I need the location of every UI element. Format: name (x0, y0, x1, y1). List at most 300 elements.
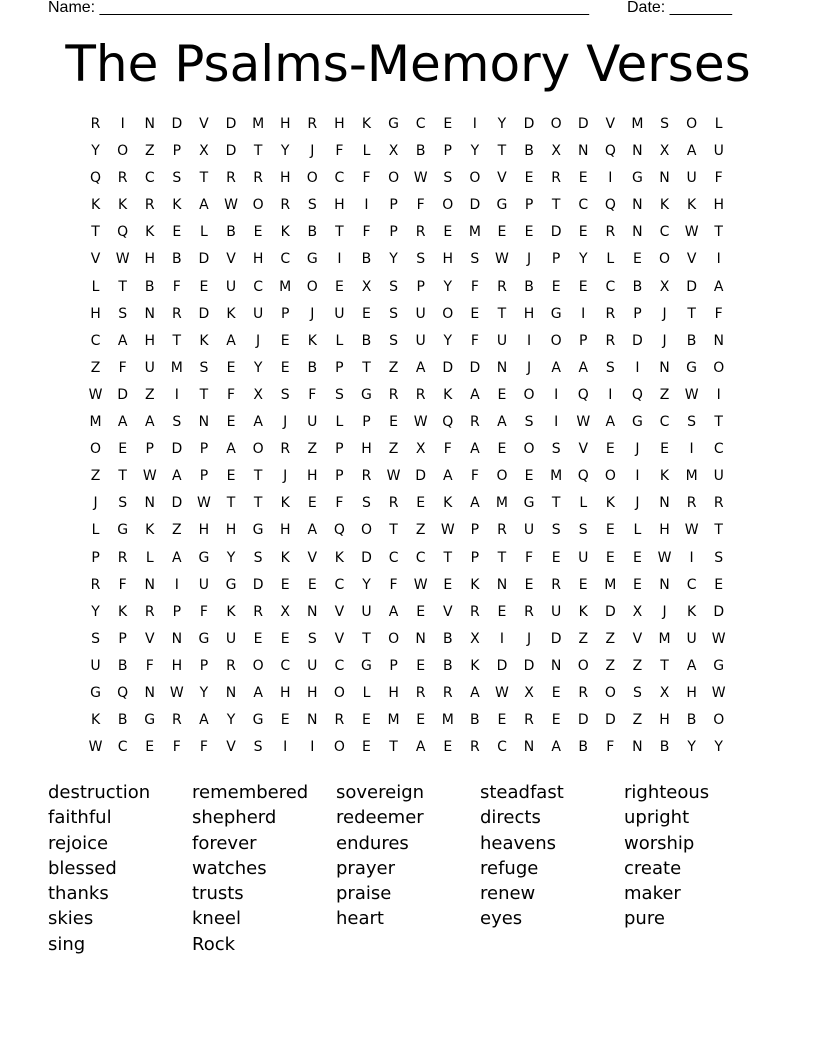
grid-letter: V (578, 441, 589, 458)
grid-letter: E (497, 712, 507, 729)
grid-letter: J (283, 468, 288, 485)
grid-letter: E (605, 549, 615, 566)
grid-letter: E (280, 576, 290, 593)
grid-letter: W (169, 684, 184, 701)
grid-letter: T (172, 332, 182, 349)
grid-letter: K (118, 197, 128, 214)
grid-letter: K (118, 603, 128, 620)
grid-letter: M (468, 224, 481, 241)
grid-letter: D (577, 116, 589, 132)
grid-letter: F (714, 170, 723, 187)
grid-letter: E (632, 576, 642, 593)
grid-letter: G (550, 305, 562, 322)
grid-letter: Z (144, 143, 155, 160)
date-field-label: Date: _______ (627, 0, 732, 16)
word-bank-item: trusts (192, 883, 244, 905)
grid-letter: E (280, 712, 290, 729)
grid-letter: Z (172, 522, 182, 539)
grid-letter: T (687, 305, 696, 322)
grid-letter: K (659, 468, 670, 485)
grid-letter: V (334, 603, 345, 620)
grid-letter: P (362, 414, 371, 431)
grid-letter: U (496, 332, 508, 349)
grid-letter: D (117, 386, 129, 403)
grid-letter: N (632, 224, 643, 241)
grid-letter: Q (604, 197, 616, 214)
grid-letter: X (361, 278, 372, 295)
grid-letter: M (658, 630, 671, 647)
grid-letter: F (470, 278, 479, 295)
grid-letter: W (711, 684, 726, 701)
grid-letter: U (523, 522, 535, 539)
grid-letter: I (635, 359, 640, 376)
grid-letter: W (711, 630, 726, 647)
grid-letter: N (144, 684, 155, 701)
grid-letter: D (686, 278, 697, 295)
grid-letter: H (279, 116, 291, 132)
grid-letter: C (497, 739, 507, 756)
grid-letter: S (253, 739, 263, 756)
word-bank-item: redeemer (336, 807, 424, 829)
grid-letter: A (199, 712, 209, 729)
grid-letter: W (386, 468, 401, 485)
grid-letter: P (280, 305, 290, 322)
grid-letter: K (90, 197, 101, 214)
grid-letter: F (443, 441, 452, 458)
grid-letter: K (226, 603, 236, 620)
grid-letter: C (659, 414, 670, 431)
grid-letter: T (199, 386, 209, 403)
grid-letter: E (605, 441, 615, 458)
grid-letter: I (174, 576, 179, 593)
grid-letter: H (144, 251, 155, 268)
grid-letter: R (253, 603, 263, 620)
grid-letter: T (497, 143, 507, 160)
grid-letter: K (280, 224, 290, 241)
grid-letter: K (687, 603, 697, 620)
grid-letter: U (307, 657, 318, 674)
grid-letter: W (576, 414, 591, 431)
grid-letter: Z (388, 441, 399, 458)
grid-letter: P (389, 197, 398, 214)
word-bank-item: sovereign (336, 782, 425, 803)
grid-letter: E (226, 359, 236, 376)
grid-letter: X (470, 630, 480, 647)
grid-letter: D (198, 251, 210, 268)
grid-letter: J (526, 251, 532, 268)
grid-letter: B (226, 224, 236, 241)
grid-letter: F (470, 468, 479, 485)
grid-letter: D (442, 359, 454, 376)
grid-letter: R (551, 170, 561, 187)
grid-letter: O (686, 116, 698, 132)
grid-letter: H (279, 170, 291, 187)
grid-letter: Q (117, 684, 129, 701)
grid-letter: E (416, 657, 426, 674)
grid-letter: H (279, 522, 291, 539)
grid-letter: N (225, 684, 237, 701)
word-bank-item: kneel (192, 908, 241, 930)
grid-letter: J (526, 359, 532, 376)
grid-letter: E (578, 576, 588, 593)
grid-letter: R (497, 278, 507, 295)
grid-letter: N (713, 332, 724, 349)
grid-letter: Y (91, 603, 100, 620)
grid-letter: D (523, 657, 535, 674)
grid-letter: V (334, 630, 345, 647)
grid-letter: Z (605, 657, 616, 674)
grid-letter: Z (632, 657, 643, 674)
grid-letter: J (310, 305, 315, 322)
grid-letter: M (685, 468, 698, 485)
grid-letter: K (199, 332, 209, 349)
grid-letter: R (90, 576, 101, 593)
word-bank-item: renew (480, 883, 536, 905)
grid-letter: R (253, 170, 263, 187)
grid-letter: W (440, 522, 455, 539)
grid-letter: D (171, 441, 183, 458)
grid-letter: H (713, 197, 724, 214)
grid-letter: G (198, 630, 210, 647)
grid-letter: O (306, 170, 318, 187)
grid-letter: K (470, 657, 480, 674)
grid-letter: Y (687, 739, 696, 756)
grid-letter: R (144, 197, 155, 214)
grid-letter: S (524, 414, 534, 431)
grid-letter: W (495, 684, 509, 701)
grid-letter: R (415, 684, 426, 701)
grid-letter: U (415, 332, 426, 349)
grid-letter: T (389, 739, 398, 756)
grid-letter: U (198, 576, 210, 593)
grid-letter: L (91, 522, 100, 539)
grid-letter: E (307, 495, 317, 512)
grid-letter: R (117, 549, 128, 566)
grid-letter: W (88, 386, 103, 403)
grid-letter: L (335, 332, 344, 349)
grid-letter: S (389, 332, 399, 349)
grid-letter: Z (90, 468, 101, 485)
grid-letter: I (120, 116, 125, 132)
grid-letter: E (524, 170, 534, 187)
grid-letter: E (416, 712, 426, 729)
grid-letter: Y (714, 739, 723, 756)
grid-letter: M (387, 712, 400, 729)
grid-letter: B (361, 332, 372, 349)
grid-letter: A (199, 197, 209, 214)
grid-letter: P (199, 441, 209, 458)
grid-letter: S (334, 386, 344, 403)
grid-letter: O (442, 197, 454, 214)
grid-letter: F (199, 739, 208, 756)
grid-letter: E (524, 468, 534, 485)
grid-letter: I (716, 386, 721, 403)
grid-letter: P (335, 359, 344, 376)
grid-letter: F (172, 278, 181, 295)
grid-letter: U (225, 630, 237, 647)
grid-letter: B (172, 251, 182, 268)
grid-letter: N (144, 116, 155, 132)
grid-letter: N (496, 576, 508, 593)
grid-letter: K (687, 197, 697, 214)
grid-letter: D (252, 576, 264, 593)
grid-letter: N (550, 657, 562, 674)
word-bank-item: upright (624, 807, 690, 829)
grid-letter: C (117, 739, 128, 756)
grid-letter: R (171, 712, 182, 729)
grid-letter: U (307, 414, 318, 431)
grid-letter: N (632, 143, 643, 160)
grid-letter: B (307, 359, 318, 376)
grid-letter: A (117, 332, 128, 349)
grid-letter: E (253, 630, 263, 647)
grid-letter: F (525, 549, 534, 566)
grid-letter: C (280, 657, 291, 674)
grid-letter: D (171, 495, 183, 512)
grid-letter: Z (632, 712, 643, 729)
grid-letter: N (659, 495, 670, 512)
grid-letter: R (117, 170, 128, 187)
grid-letter: V (144, 630, 155, 647)
grid-letter: F (199, 603, 208, 620)
grid-letter: B (307, 224, 318, 241)
grid-letter: E (362, 305, 371, 322)
grid-letter: N (659, 576, 670, 593)
grid-letter: S (605, 359, 615, 376)
grid-letter: T (551, 495, 561, 512)
grid-letter: P (118, 630, 127, 647)
grid-letter: S (389, 305, 399, 322)
word-bank-item: sing (48, 933, 86, 955)
grid-letter: C (90, 332, 101, 349)
grid-letter: F (362, 170, 371, 187)
grid-letter: I (283, 739, 288, 756)
grid-letter: T (443, 549, 453, 566)
grid-letter: J (662, 603, 667, 620)
grid-letter: X (524, 684, 534, 701)
grid-letter: A (713, 278, 724, 295)
grid-letter: W (657, 549, 672, 566)
grid-letter: W (224, 197, 238, 214)
grid-letter: F (362, 224, 371, 241)
grid-letter: K (145, 522, 155, 539)
grid-letter: O (90, 441, 102, 458)
grid-letter: E (172, 224, 182, 241)
grid-letter: R (686, 495, 697, 512)
grid-letter: R (497, 522, 507, 539)
grid-letter: Q (90, 170, 102, 187)
grid-letter: I (689, 441, 694, 458)
grid-letter: C (144, 170, 155, 187)
grid-letter: H (307, 468, 318, 485)
word-bank-empty-slot (336, 932, 480, 957)
letter-grid (82, 111, 742, 761)
grid-letter: D (496, 657, 508, 674)
grid-letter: P (470, 522, 480, 539)
grid-letter: O (442, 305, 454, 322)
grid-letter: R (469, 739, 480, 756)
grid-letter: P (389, 657, 398, 674)
grid-letter: Z (659, 386, 670, 403)
grid-letter: U (551, 603, 562, 620)
grid-letter: Z (307, 441, 318, 458)
grid-letter: O (117, 143, 129, 160)
grid-letter: E (280, 630, 290, 647)
grid-letter: H (388, 684, 399, 701)
grid-letter: I (364, 197, 369, 214)
grid-letter: R (605, 305, 616, 322)
grid-letter: G (496, 197, 508, 214)
grid-letter: X (280, 603, 290, 620)
grid-letter: I (554, 386, 559, 403)
grid-letter: Y (362, 576, 371, 593)
grid-letter: E (605, 522, 615, 539)
grid-letter: O (252, 441, 264, 458)
grid-letter: K (470, 576, 480, 593)
grid-letter: P (633, 305, 642, 322)
grid-letter: U (578, 549, 589, 566)
grid-letter: D (550, 630, 562, 647)
grid-letter: R (605, 224, 616, 241)
grid-letter: G (90, 684, 101, 701)
grid-letter: H (334, 116, 345, 132)
grid-letter: H (523, 305, 535, 322)
grid-letter: X (632, 603, 643, 620)
grid-letter: V (199, 116, 209, 132)
grid-letter: R (90, 116, 101, 132)
grid-letter: Y (470, 143, 480, 160)
grid-letter: M (279, 278, 292, 295)
grid-letter: L (145, 549, 154, 566)
grid-letter: E (362, 712, 371, 729)
grid-letter: Q (333, 522, 345, 539)
grid-letter: V (442, 603, 453, 620)
grid-letter: S (118, 495, 128, 512)
grid-letter: R (469, 414, 480, 431)
grid-letter: D (225, 116, 237, 132)
grid-letter: H (225, 522, 237, 539)
grid-letter: F (606, 739, 615, 756)
word-bank-item: thanks (48, 883, 109, 905)
grid-letter: O (604, 468, 616, 485)
grid-letter: C (686, 576, 697, 593)
grid-letter: E (145, 739, 155, 756)
grid-letter: V (497, 170, 507, 187)
grid-letter: A (551, 359, 561, 376)
grid-letter: H (90, 305, 101, 322)
grid-letter: F (416, 197, 425, 214)
grid-letter: S (362, 495, 371, 512)
grid-letter: O (523, 386, 535, 403)
grid-letter: G (144, 712, 156, 729)
grid-letter: M (495, 495, 508, 512)
grid-letter: S (660, 116, 669, 132)
grid-letter: X (199, 143, 209, 160)
grid-letter: K (578, 603, 588, 620)
grid-letter: Z (388, 359, 399, 376)
grid-letter: U (144, 359, 155, 376)
grid-letter: H (307, 684, 318, 701)
grid-letter: E (253, 224, 263, 241)
grid-letter: A (253, 684, 263, 701)
grid-letter: A (388, 603, 399, 620)
word-bank-item: refuge (480, 857, 539, 879)
grid-letter: U (713, 468, 724, 485)
grid-letter: C (713, 441, 724, 458)
grid-letter: G (225, 576, 237, 593)
grid-letter: H (659, 712, 670, 729)
grid-letter: M (170, 359, 183, 376)
grid-letter: K (307, 332, 317, 349)
grid-letter: J (93, 495, 98, 512)
grid-letter: P (199, 468, 209, 485)
grid-letter: M (252, 116, 265, 132)
grid-letter: Q (577, 386, 589, 403)
grid-letter: G (306, 251, 318, 268)
grid-letter: E (470, 305, 480, 322)
name-date-header (48, 0, 748, 20)
grid-letter: O (360, 522, 372, 539)
grid-letter: L (606, 251, 615, 268)
grid-letter: B (442, 630, 453, 647)
grid-letter: W (413, 170, 428, 187)
grid-letter: P (389, 224, 398, 241)
grid-letter: J (662, 332, 667, 349)
grid-letter: V (226, 251, 236, 268)
grid-letter: G (361, 657, 372, 674)
grid-letter: T (362, 630, 371, 647)
grid-letter: I (608, 386, 613, 403)
grid-letter: N (659, 170, 670, 187)
grid-letter: T (714, 224, 723, 241)
grid-letter: Y (280, 143, 290, 160)
grid-letter: I (608, 170, 613, 187)
grid-letter: U (90, 657, 101, 674)
grid-letter: T (118, 468, 127, 485)
grid-letter: E (524, 576, 534, 593)
grid-letter: R (469, 603, 480, 620)
grid-letter: E (443, 224, 453, 241)
word-bank-item: eyes (480, 908, 523, 930)
grid-letter: I (337, 251, 342, 268)
grid-letter: E (578, 170, 588, 187)
grid-letter: U (225, 278, 237, 295)
grid-letter: K (172, 197, 182, 214)
grid-letter: G (686, 359, 698, 376)
word-bank (48, 780, 768, 957)
grid-letter: R (415, 224, 426, 241)
grid-letter: Y (253, 359, 263, 376)
grid-letter: L (91, 278, 100, 295)
grid-letter: W (88, 739, 103, 756)
grid-letter: E (416, 495, 426, 512)
grid-letter: S (551, 441, 561, 458)
grid-letter: B (632, 278, 643, 295)
grid-letter: F (714, 305, 723, 322)
grid-letter: O (550, 332, 562, 349)
grid-letter: M (550, 468, 563, 485)
grid-letter: X (659, 143, 670, 160)
grid-letter: H (659, 522, 670, 539)
grid-letter: U (334, 305, 345, 322)
grid-letter: N (523, 739, 535, 756)
grid-letter: P (145, 441, 154, 458)
grid-letter: W (413, 576, 428, 593)
grid-letter: E (389, 414, 398, 431)
grid-letter: C (280, 251, 291, 268)
grid-letter: L (633, 522, 642, 539)
grid-letter: J (526, 630, 532, 647)
